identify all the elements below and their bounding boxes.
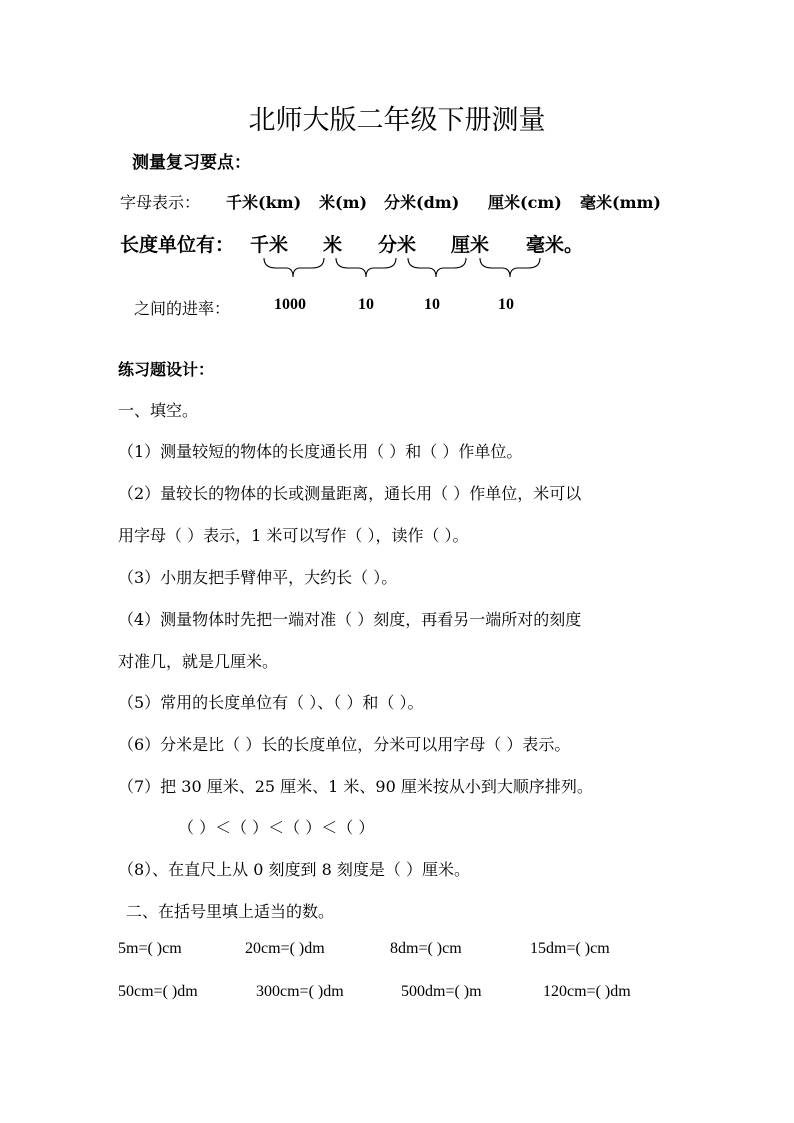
rate-row	[0, 296, 794, 320]
letter-unit-m: 米(m)	[319, 193, 368, 212]
rate-m-dm: 10	[358, 296, 374, 313]
question-7: （7）把 30 厘米、25 厘米、1 米、90 厘米按从小到大顺序排列。	[118, 777, 593, 796]
unit-braces	[0, 255, 794, 287]
brace-m-dm	[336, 258, 396, 277]
conversion-item: 20cm=( )dm	[245, 940, 325, 957]
brace-km-m	[264, 258, 324, 277]
length-unit-dm: 分米	[378, 234, 417, 256]
letter-unit-cm: 厘米(cm)	[488, 193, 562, 212]
question-6: （6）分米是比（ ）长的长度单位，分米可以用字母（ ）表示。	[118, 735, 571, 754]
question-4-line1: （4）测量物体时先把一端对准（ ）刻度，再看另一端所对的刻度	[118, 610, 582, 629]
length-unit-m: 米	[323, 234, 343, 256]
question-3: （3）小朋友把手臂伸平，大约长（ ）。	[118, 568, 398, 587]
length-row-label: 长度单位有：	[120, 234, 235, 256]
brace-cm-mm	[480, 258, 540, 277]
exercise-heading: 练习题设计：	[118, 360, 215, 379]
question-4-line2: 对准几，就是几厘米。	[118, 652, 279, 671]
letter-unit-km: 千米(km)	[226, 193, 302, 212]
rate-km-m: 1000	[274, 296, 306, 313]
conversion-item: 5m=( )cm	[118, 940, 182, 957]
rate-cm-mm: 10	[498, 296, 514, 313]
conversion-item: 120cm=( )dm	[543, 983, 631, 1000]
question-1: （1）测量较短的物体的长度通长用（ ）和（ ）作单位。	[118, 442, 523, 461]
length-unit-km: 千米	[250, 234, 289, 256]
conversion-item: 8dm=( )cm	[390, 940, 462, 957]
letter-row	[0, 190, 794, 214]
section1-heading: 一、填空。	[118, 401, 199, 420]
review-heading: 测量复习要点：	[132, 153, 251, 173]
rate-row-label: 之间的进率：	[134, 299, 231, 318]
brace-dm-cm	[408, 258, 466, 277]
letter-unit-mm: 毫米(mm)	[580, 193, 662, 212]
conversion-item: 500dm=( )m	[401, 983, 482, 1000]
letter-unit-dm: 分米(dm)	[384, 193, 460, 212]
length-units-row	[0, 230, 794, 258]
rate-dm-cm: 10	[424, 296, 440, 313]
page-title: 北师大版二年级下册测量	[248, 105, 546, 136]
question-5: （5）常用的长度单位有（ ）、（ ）和（ ）。	[118, 693, 424, 712]
question-7-order: （ ）＜（ ）＜（ ）＜（ ）	[178, 818, 375, 837]
question-8: （8）、在直尺上从 0 刻度到 8 刻度是（ ）厘米。	[118, 860, 470, 879]
conversion-item: 300cm=( )dm	[256, 983, 344, 1000]
question-2-line1: （2）量较长的物体的长或测量距离，通长用（ ）作单位，米可以	[118, 484, 582, 503]
question-2-line2: 用字母（ ）表示，1 米可以写作（ ），读作（ ）。	[118, 526, 469, 545]
letter-row-label: 字母表示：	[120, 193, 201, 212]
conversion-item: 15dm=( )cm	[530, 940, 610, 957]
length-unit-mm: 毫米。	[526, 234, 584, 256]
conversion-item: 50cm=( )dm	[118, 983, 198, 1000]
length-unit-cm: 厘米	[451, 234, 490, 256]
section2-heading: 二、在括号里填上适当的数。	[126, 902, 335, 921]
